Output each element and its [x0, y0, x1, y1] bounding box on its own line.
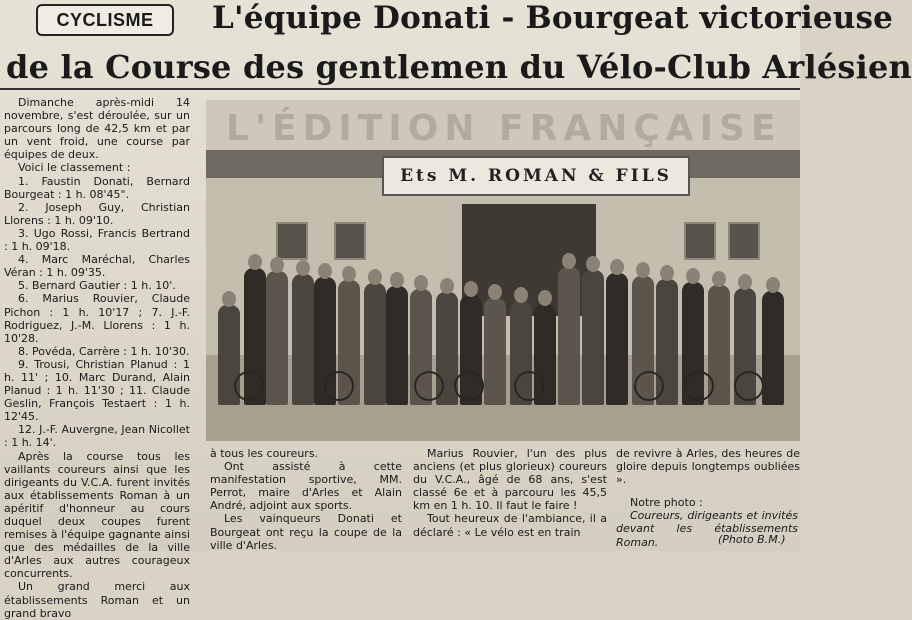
paragraph: de revivre à Arles, des heures de gloire depuis longtemps oubliées ». [616, 447, 800, 487]
ranking-item: 1. Faustin Donati, Bernard Bourgeat : 1 h. 08'45". [4, 174, 190, 201]
photo-caption: Coureurs, dirigeants et invités devant les établissements Roman. [616, 509, 798, 549]
cyclist-head [318, 263, 332, 279]
cyclist-head [562, 253, 576, 269]
section-tag: CYCLISME [36, 4, 174, 36]
paragraph: Tout heureux de l'ambiance, il a déclaré : « Le vélo est en train [413, 512, 607, 539]
cyclist-head [686, 268, 700, 284]
headline-rule [0, 88, 800, 90]
cyclist-figure [606, 273, 628, 405]
cyclist-head [660, 265, 674, 281]
cyclist-head [222, 291, 236, 307]
headline-line-2: de la Course des gentlemen du Vélo-Club Arlésien [6, 48, 912, 86]
cyclist-head [342, 266, 356, 282]
cyclist-figure [266, 271, 288, 405]
cyclist-head [538, 290, 552, 306]
paragraph: Marius Rouvier, l'un des plus anciens (et plus glorieux) coureurs du V.C.A., âgé de 68 ans, s'est classé 6e et à parcouru les 45,5 km en 1 h. 10. Il faut le faire ! [413, 447, 607, 513]
cyclist-head [390, 272, 404, 288]
cyclist-figure [386, 286, 408, 405]
paragraph: Les vainqueurs Donati et Bourgeat ont reçu la coupe de la ville d'Arles. [210, 512, 402, 552]
ranking-item: 2. Joseph Guy, Christian Llorens : 1 h. 09'10. [4, 200, 190, 227]
ranking-item: 4. Marc Maréchal, Charles Véran : 1 h. 09'35. [4, 253, 190, 280]
ranking-item: 9. Trousi, Christian Planud : 1 h. 11' ; 10. Marc Durand, Alain Planud : 1 h. 11'30 ; 11. Claude Geslin, François Testaert : 1 h. 12'45. [4, 357, 190, 424]
paragraph: à tous les coureurs. [210, 447, 319, 460]
ranking-item: 12. J.-F. Auvergne, Jean Nicollet : 1 h. 14'. [4, 423, 190, 450]
bicycle-wheel [234, 371, 264, 401]
cyclist-figure [582, 270, 604, 405]
cyclist-head [712, 271, 726, 287]
cyclist-head [636, 262, 650, 278]
after-race-paragraph: Après la course tous les vaillants coureurs ainsi que les dirigeants du V.C.A. furent invités aux établissements Roman à un apéritif d'honneur au cours duquel deux coupes furent remises à l'équipe gagnante ainsi que des médailles de la ville d'Arles aux autres courageux concurrents. [4, 449, 190, 581]
article-column-2 [210, 447, 402, 552]
cyclist-head [368, 269, 382, 285]
bicycle-wheel [514, 371, 544, 401]
cyclist-head [464, 281, 478, 297]
cyclist-head [514, 287, 528, 303]
cyclist-head [270, 257, 284, 273]
cyclist-head [248, 254, 262, 270]
cyclist-head [738, 274, 752, 290]
paragraph: Ont assisté à cette manifestation sportive, MM. Perrot, maire d'Arles et Alain André, adjoint aux sports. [210, 460, 402, 513]
article-column-1 [4, 96, 190, 620]
cyclist-figure [484, 298, 506, 405]
cyclist-head [296, 260, 310, 276]
bicycle-wheel [454, 371, 484, 401]
ranking-item: 5. Bernard Gautier : 1 h. 10'. [18, 279, 176, 293]
ranking-item: 3. Ugo Rossi, Francis Bertrand : 1 h. 09'18. [4, 226, 190, 254]
shop-sign: Ets M. ROMAN & FILS [382, 156, 690, 196]
photo-credit: (Photo B.M.) [718, 533, 786, 546]
photo-caption-label: Notre photo : [630, 496, 703, 510]
cyclist-head [488, 284, 502, 300]
cyclist-head [610, 259, 624, 275]
ranking-item: 6. Marius Rouvier, Claude Pichon : 1 h. 10'17 ; 7. J.-F. Rodriguez, J.-M. Llorens : 1 h. 10'28. [4, 292, 190, 345]
cyclist-figure [292, 274, 314, 405]
background-text: L'ÉDITION FRANÇAISE [226, 108, 782, 149]
headline-line-1: L'équipe Donati - Bourgeat victorieuse [212, 0, 894, 36]
cyclist-head [440, 278, 454, 294]
thanks-paragraph: Un grand merci aux établissements Roman et un grand bravo [4, 580, 190, 620]
bicycle-wheel [634, 371, 664, 401]
cyclist-head [586, 256, 600, 272]
intro-paragraph: Dimanche après-midi 14 novembre, s'est déroulée, sur un parcours long de 42,5 km et par un vent froid, une course par équipes de deux. [4, 96, 190, 162]
group-photo [206, 100, 800, 441]
ranking-list [4, 175, 190, 450]
bicycle-wheel [684, 371, 714, 401]
crowd-of-cyclists [214, 245, 800, 405]
cyclist-head [766, 277, 780, 293]
article-column-3 [413, 447, 607, 539]
bicycle-wheel [324, 371, 354, 401]
ranking-lead: Voici le classement : [18, 161, 131, 175]
ranking-item: 8. Povéda, Carrère : 1 h. 10'30. [18, 344, 190, 358]
cyclist-head [414, 275, 428, 291]
cyclist-figure [364, 283, 386, 405]
cyclist-figure [558, 267, 580, 405]
bicycle-wheel [414, 371, 444, 401]
bicycle-wheel [734, 371, 764, 401]
cyclist-figure [762, 291, 784, 405]
